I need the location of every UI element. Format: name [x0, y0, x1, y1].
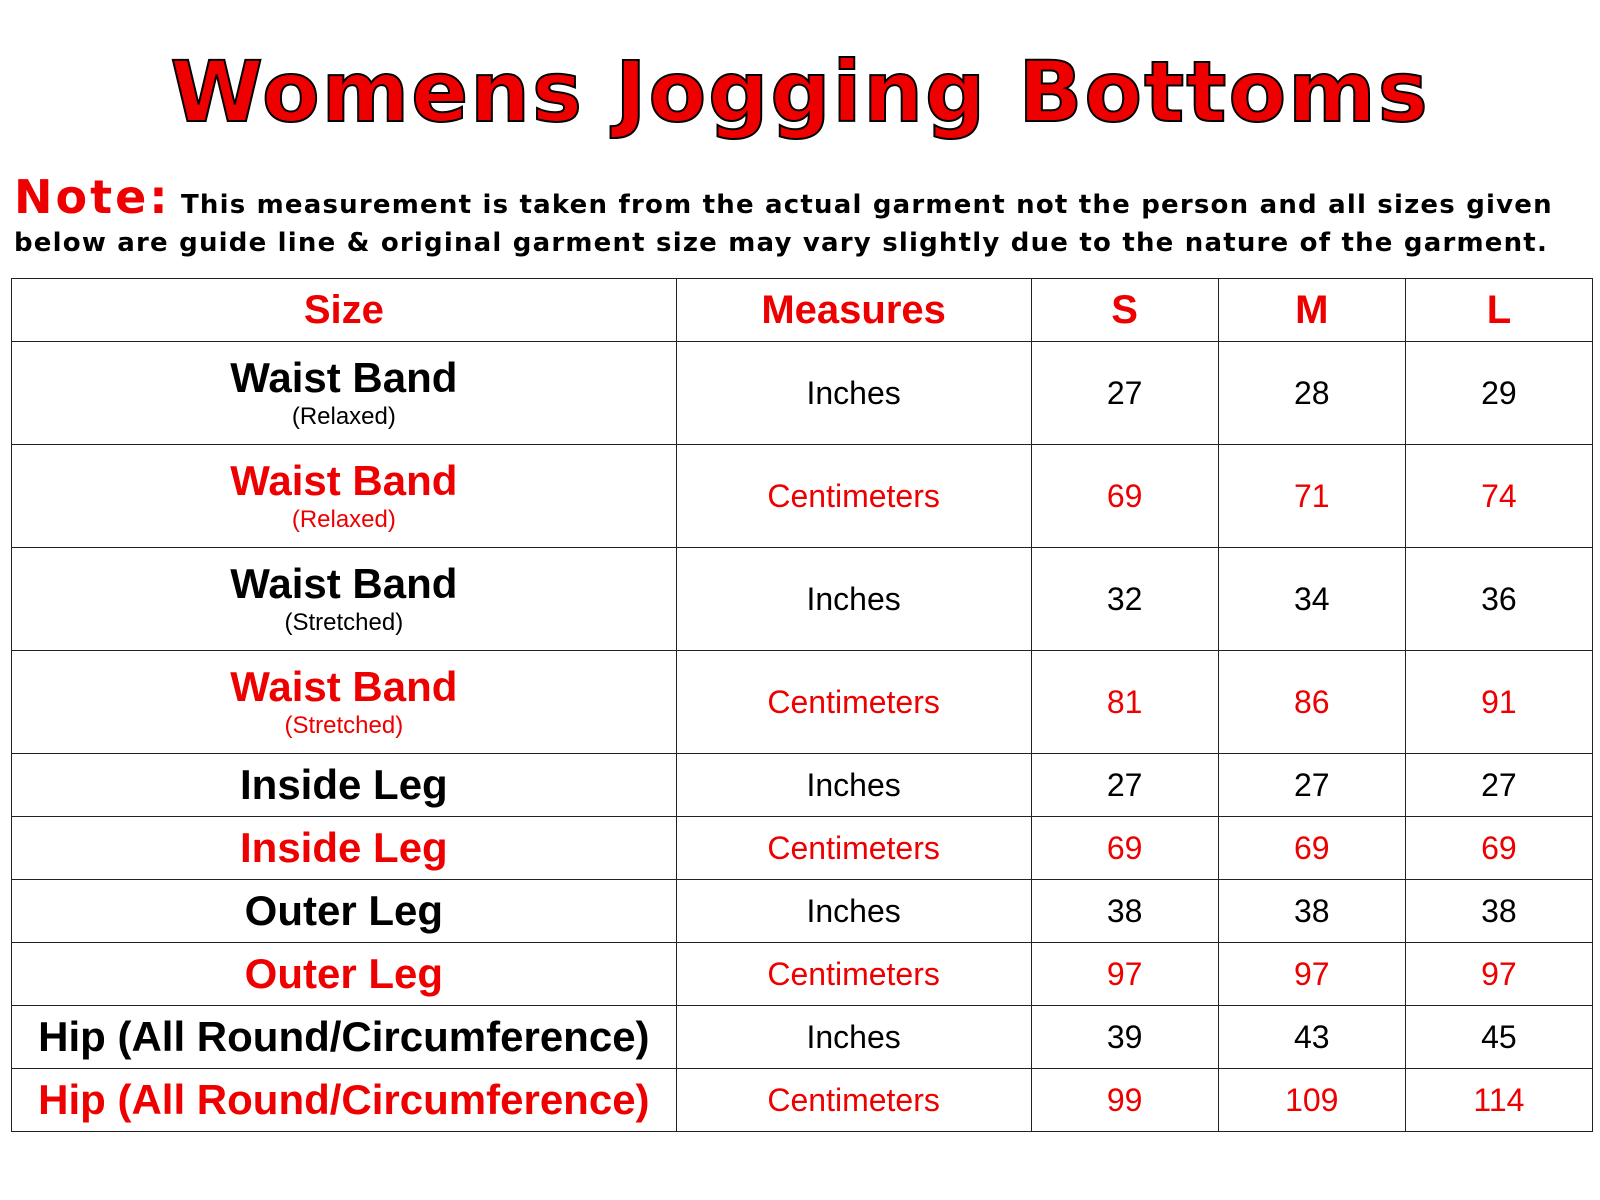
page-title: Womens Jogging Bottoms [170, 43, 1430, 141]
table-row [12, 651, 1593, 754]
note-text-1: This measurement is taken from the actual garment not the person and all sizes given [180, 190, 1553, 220]
value-s: 99 [1031, 1069, 1218, 1132]
size-name: Inside Leg [12, 817, 677, 880]
value-s: 69 [1031, 445, 1218, 548]
value-l: 91 [1405, 651, 1592, 754]
table-row [12, 943, 1593, 1006]
size-subtitle: (Relaxed) [291, 506, 396, 533]
size-name-cell [12, 342, 677, 445]
table-row [12, 1006, 1593, 1069]
size-name: Hip (All Round/Circumference) [12, 1006, 677, 1069]
size-subtitle: (Relaxed) [291, 403, 396, 430]
measure-unit: Inches [676, 880, 1031, 943]
table-row [12, 880, 1593, 943]
measure-unit: Centimeters [676, 445, 1031, 548]
measure-unit: Inches [676, 754, 1031, 817]
size-name: Waist Band [230, 663, 458, 710]
value-l: 45 [1405, 1006, 1592, 1069]
measure-unit: Inches [676, 1006, 1031, 1069]
size-name: Waist Band [230, 560, 458, 607]
value-l: 74 [1405, 445, 1592, 548]
header-m: M [1218, 279, 1405, 342]
measure-unit: Centimeters [676, 817, 1031, 880]
value-l: 36 [1405, 548, 1592, 651]
size-name: Inside Leg [12, 754, 677, 817]
value-m: 71 [1218, 445, 1405, 548]
size-subtitle: (Stretched) [284, 609, 404, 636]
value-l: 114 [1405, 1069, 1592, 1132]
measure-unit: Centimeters [676, 1069, 1031, 1132]
value-m: 43 [1218, 1006, 1405, 1069]
value-s: 32 [1031, 548, 1218, 651]
size-name: Waist Band [230, 354, 458, 401]
value-l: 38 [1405, 880, 1592, 943]
value-l: 29 [1405, 342, 1592, 445]
value-s: 97 [1031, 943, 1218, 1006]
table-row [12, 754, 1593, 817]
value-m: 86 [1218, 651, 1405, 754]
value-s: 39 [1031, 1006, 1218, 1069]
header-s: S [1031, 279, 1218, 342]
measure-unit: Centimeters [676, 943, 1031, 1006]
measure-unit: Centimeters [676, 651, 1031, 754]
size-name-cell [12, 445, 677, 548]
header-size: Size [12, 279, 677, 342]
table-row [12, 342, 1593, 445]
value-m: 34 [1218, 548, 1405, 651]
value-l: 69 [1405, 817, 1592, 880]
value-m: 27 [1218, 754, 1405, 817]
table-row [12, 445, 1593, 548]
value-l: 97 [1405, 943, 1592, 1006]
header-measures: Measures [676, 279, 1031, 342]
value-s: 69 [1031, 817, 1218, 880]
value-m: 28 [1218, 342, 1405, 445]
size-chart-table [11, 278, 1593, 1132]
measure-unit: Inches [676, 548, 1031, 651]
value-s: 27 [1031, 754, 1218, 817]
header-l: L [1405, 279, 1592, 342]
size-name: Outer Leg [12, 880, 677, 943]
note-line-1 [14, 170, 1594, 224]
table-row [12, 548, 1593, 651]
note-label: Note: [14, 170, 171, 224]
size-name-cell [12, 548, 677, 651]
value-m: 69 [1218, 817, 1405, 880]
value-s: 27 [1031, 342, 1218, 445]
value-l: 27 [1405, 754, 1592, 817]
header-row [12, 279, 1593, 342]
value-m: 109 [1218, 1069, 1405, 1132]
size-name: Waist Band [230, 457, 458, 504]
value-s: 38 [1031, 880, 1218, 943]
value-m: 38 [1218, 880, 1405, 943]
size-name-cell [12, 651, 677, 754]
note-line-2: below are guide line & original garment size may vary slightly due to the nature of the garment. [14, 228, 1549, 258]
table-row [12, 1069, 1593, 1132]
size-name: Outer Leg [12, 943, 677, 1006]
measure-unit: Inches [676, 342, 1031, 445]
note-block [14, 172, 1594, 264]
size-subtitle: (Stretched) [284, 712, 404, 739]
table-row [12, 817, 1593, 880]
size-name: Hip (All Round/Circumference) [12, 1069, 677, 1132]
value-s: 81 [1031, 651, 1218, 754]
value-m: 97 [1218, 943, 1405, 1006]
